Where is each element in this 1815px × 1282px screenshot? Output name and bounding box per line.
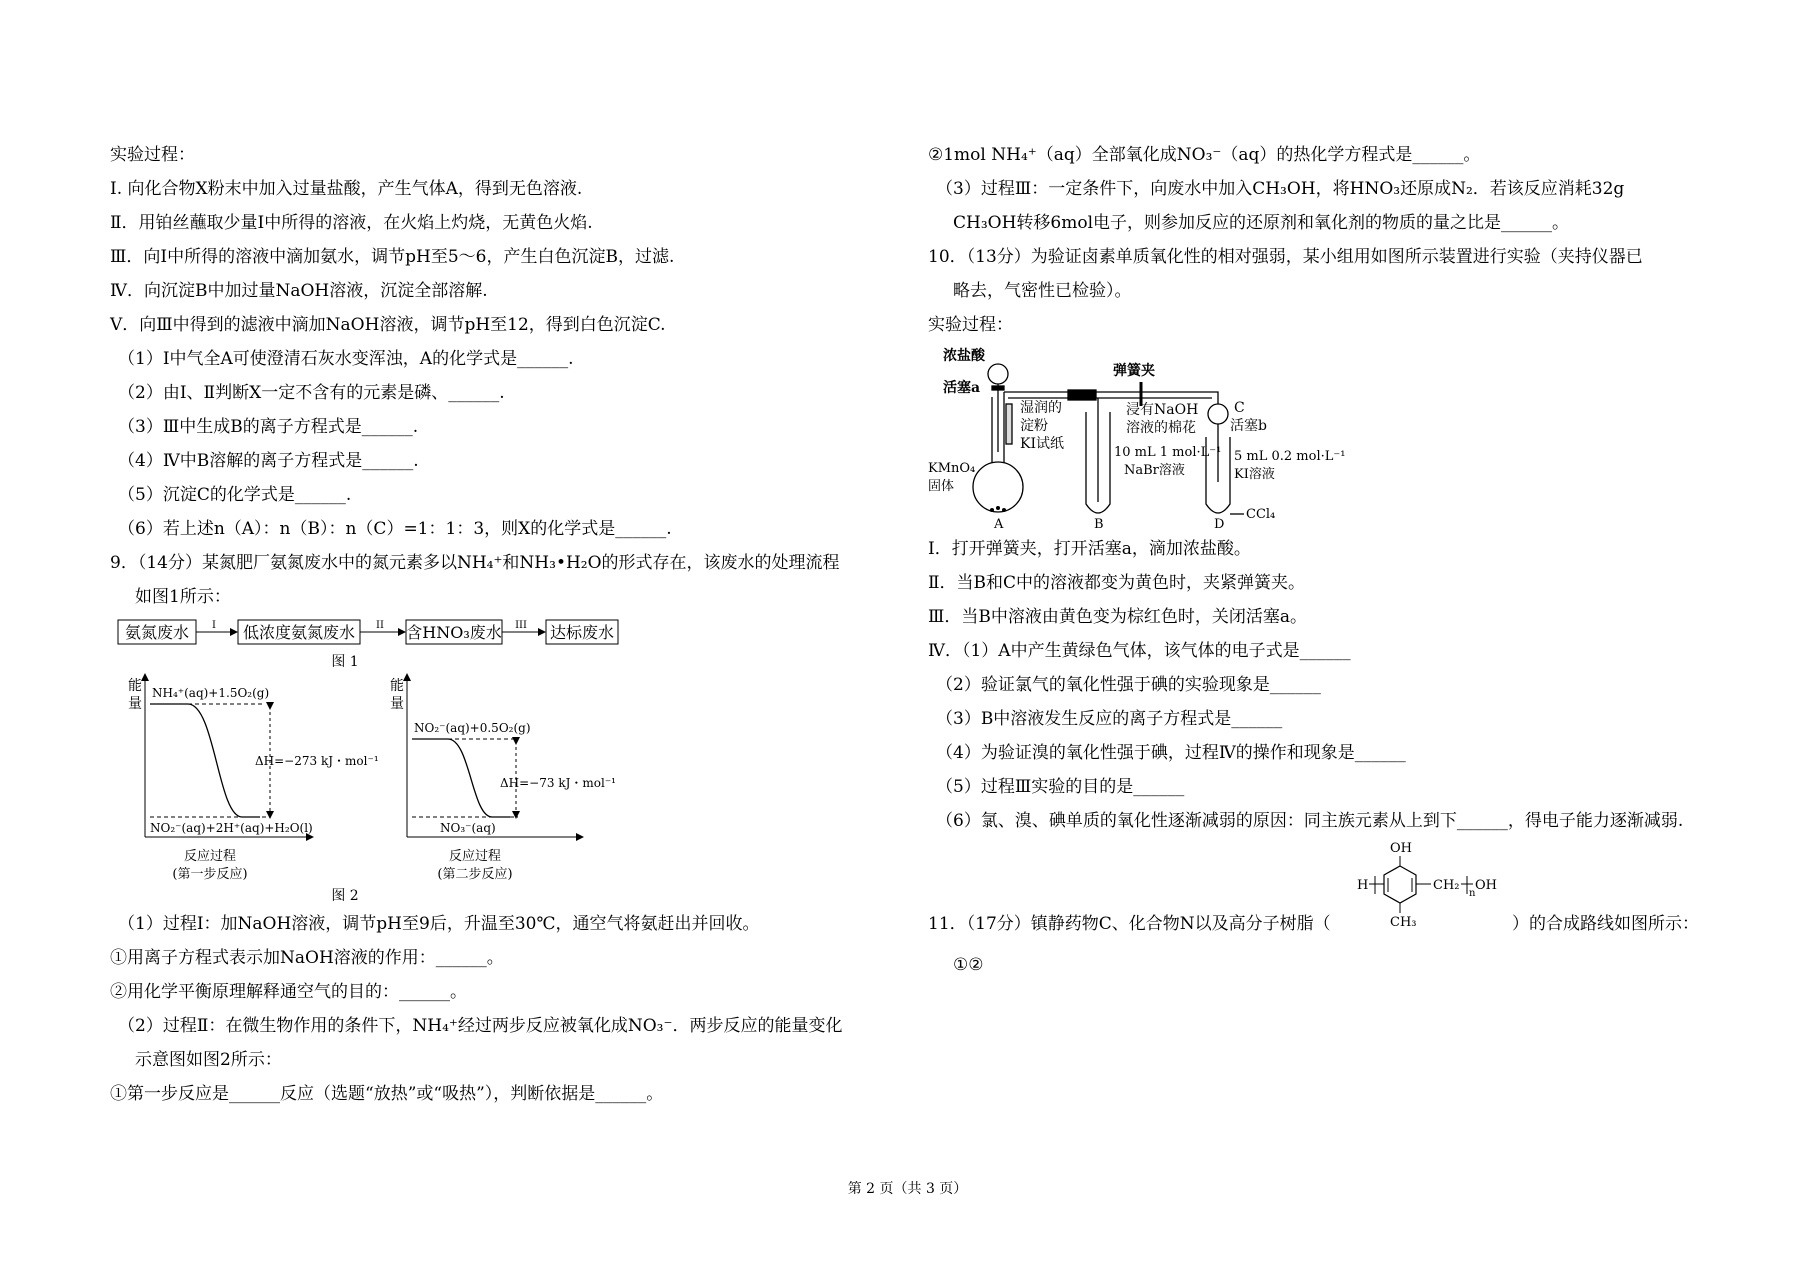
polymer-h: H — [1357, 878, 1369, 893]
flow-box-1-label: 氨氮废水 — [124, 623, 190, 642]
q10-step-4: Ⅳ．（1）A中产生黄绿色气体，该气体的电子式是______ — [928, 641, 1351, 661]
flow-box-2-label: 低浓度氨氮废水 — [242, 623, 356, 642]
polymer-oh-end: OH — [1475, 878, 1497, 893]
chart2-dh-label: ΔH=−73 kJ・mol⁻¹ — [500, 776, 616, 790]
label-spring: 弹簧夹 — [1113, 363, 1155, 379]
label-naoh-1: 浸有NaOH — [1126, 402, 1199, 418]
label-valve-a: 活塞a — [943, 380, 981, 396]
figure-2-caption: 图 2 — [331, 888, 359, 904]
figure-1-caption: 图 1 — [331, 654, 359, 670]
question-1: （1）I中气全A可使澄清石灰水变浑浊，A的化学式是______. — [118, 349, 574, 369]
chart1-ylabel-1: 能 — [128, 678, 142, 694]
flask-a — [973, 462, 1023, 512]
chart1-top-label: NH₄⁺(aq)+1.5O₂(g) — [152, 686, 270, 700]
dropping-funnel — [988, 364, 1008, 384]
right-line-3: CH₃OH转移6mol电子，则参加反应的还原剂和氧化剂的物质的量之比是______。 — [953, 213, 1570, 233]
question-2: （2）由I、Ⅱ判断X一定不含有的元素是磷、______. — [118, 383, 505, 403]
flow-arrow-2-label: II — [376, 620, 384, 631]
bulb-c — [1208, 404, 1228, 424]
exp-heading: 实验过程： — [110, 145, 195, 165]
flow-box-3-label: 含HNO₃废水 — [406, 623, 502, 642]
q9-part-1: （1）过程Ⅰ：加NaOH溶液，调节pH至9后，升温至30℃，通空气将氨赶出并回收。 — [118, 914, 760, 934]
flow-arrow-3-label: III — [515, 620, 527, 631]
chart2-xlabel: 反应过程 — [448, 849, 502, 864]
step-4: Ⅳ．向沉淀B中加过量NaOH溶液，沉淀全部溶解. — [110, 281, 488, 301]
apparatus-drawing — [928, 342, 1348, 532]
label-ki-paper-2: 淀粉 — [1020, 418, 1048, 434]
page-footer: 第 2 页（共 3 页） — [847, 1181, 968, 1197]
label-naoh-2: 溶液的棉花 — [1126, 420, 1196, 436]
polymer-n: n — [1469, 888, 1476, 899]
question-5: （5）沉淀C的化学式是______. — [118, 485, 352, 505]
q11-text-b: ）的合成路线如图所示： — [1512, 914, 1699, 934]
polymer-ch2: CH₂ — [1433, 878, 1460, 893]
q10-sub-6: （6）氯、溴、碘单质的氧化性逐渐减弱的原因：同主族元素从上到下______，得电子能力逐渐减弱. — [936, 811, 1684, 831]
step-3: Ⅲ．向I中所得的溶液中滴加氨水，调节pH至5～6，产生白色沉淀B，过滤. — [110, 247, 675, 267]
figure-2 — [110, 672, 910, 907]
chart2-curve — [412, 739, 510, 817]
figure-1 — [110, 614, 910, 672]
label-kmno4-2: 固体 — [928, 479, 955, 494]
right-column — [928, 138, 1728, 982]
valve-a-mark — [992, 386, 1004, 390]
q10-step-3: Ⅲ．当B中溶液由黄色变为棕红色时，关闭活塞a。 — [928, 607, 1308, 627]
q10-line-2: 略去，气密性已检验）。 — [953, 281, 1132, 301]
chart1-ylabel-2: 量 — [128, 696, 142, 712]
chart1-curve — [150, 704, 260, 817]
step-1: I. 向化合物X粉末中加入过量盐酸，产生气体A，得到无色溶液. — [110, 179, 583, 199]
q10-exp-heading: 实验过程： — [928, 315, 1013, 335]
step-5: Ⅴ．向Ⅲ中得到的滤液中滴加NaOH溶液，调节pH至12，得到白色沉淀C. — [110, 315, 666, 335]
label-ki-1: 5 mL 0.2 mol·L⁻¹ — [1234, 449, 1346, 464]
polymer-structure — [928, 838, 1728, 948]
label-ki-2: KI溶液 — [1234, 467, 1275, 482]
q10-sub-3: （3）B中溶液发生反应的离子方程式是______ — [936, 709, 1283, 729]
right-line-2: （3）过程Ⅲ：一定条件下，向废水中加入CH₃OH，将HNO₃还原成N₂．若该反应消耗32g — [936, 179, 1625, 199]
label-nabr-2: NaBr溶液 — [1124, 463, 1185, 478]
step-2: Ⅱ．用铂丝蘸取少量I中所得的溶液，在火焰上灼烧，无黄色火焰. — [110, 213, 593, 233]
label-a: A — [994, 517, 1004, 532]
q10-sub-5: （5）过程Ⅲ实验的目的是______ — [936, 777, 1185, 797]
polymer-oh-top: OH — [1390, 841, 1412, 856]
question-4: （4）Ⅳ中B溶解的离子方程式是______. — [118, 451, 419, 471]
q9-part-6: ①第一步反应是______反应（选题“放热”或“吸热”），判断依据是______。 — [110, 1084, 664, 1104]
label-kmno4-1: KMnO₄ — [928, 461, 976, 476]
label-ccl4: CCl₄ — [1246, 507, 1276, 522]
energy-diagrams — [110, 672, 670, 907]
q10-step-2: Ⅱ．当B和C中的溶液都变为黄色时，夹紧弹簧夹。 — [928, 573, 1306, 593]
q11-text-c: ①② — [953, 955, 984, 975]
label-d: D — [1214, 517, 1225, 532]
q10-step-1: Ⅰ．打开弹簧夹，打开活塞a，滴加浓盐酸。 — [928, 539, 1251, 559]
q10-sub-4: （4）为验证溴的氧化性强于碘，过程Ⅳ的操作和现象是______ — [936, 743, 1406, 763]
flow-diagram — [110, 614, 650, 672]
label-nabr-1: 10 mL 1 mol·L⁻¹ — [1114, 445, 1222, 460]
benzene-ring — [1384, 866, 1416, 903]
chart1-sub: (第一步反应) — [172, 867, 248, 882]
q9-part-2: ①用离子方程式表示加NaOH溶液的作用：______。 — [110, 948, 504, 968]
energy-chart-2 — [390, 677, 616, 882]
label-ki-paper-1: 湿润的 — [1020, 400, 1062, 416]
label-b: B — [1094, 517, 1104, 532]
q9-part-5: 示意图如图2所示： — [135, 1050, 282, 1070]
q11-block — [928, 838, 1728, 948]
chart1-dh-label: ΔH=−273 kJ・mol⁻¹ — [255, 754, 379, 768]
polymer-ch3: CH₃ — [1390, 915, 1417, 930]
q11-text-a: 11．（17分）镇静药物C、化合物N以及高分子树脂（ — [928, 914, 1331, 934]
flow-arrow-1-label: I — [212, 620, 216, 631]
chart2-sub: (第二步反应) — [437, 867, 513, 882]
q9-part-4: （2）过程Ⅱ：在微生物作用的条件下，NH₄⁺经过两步反应被氧化成NO₃⁻．两步反应的能量变化 — [118, 1016, 843, 1036]
q9-line1: 9．（14分）某氮肥厂氨氮废水中的氮元素多以NH₄⁺和NH₃•H₂O的形式存在，该废水的处理流程 — [110, 553, 840, 573]
label-acid: 浓盐酸 — [943, 348, 985, 364]
energy-chart-1 — [128, 677, 379, 882]
chart2-top-label: NO₂⁻(aq)+0.5O₂(g) — [414, 721, 531, 735]
q9-line2: 如图1所示： — [135, 587, 231, 607]
chart1-xlabel: 反应过程 — [183, 849, 237, 864]
rubber-connector — [1068, 390, 1096, 400]
question-3: （3）Ⅲ中生成B的离子方程式是______. — [118, 417, 419, 437]
label-valve-b: 活塞b — [1230, 418, 1267, 434]
label-c: C — [1234, 400, 1245, 416]
chart1-bottom-label: NO₂⁻(aq)+2H⁺(aq)+H₂O(l) — [150, 821, 313, 835]
question-6: （6）若上述n（A）：n（B）：n（C）=1：1：3，则X的化学式是______. — [118, 519, 672, 539]
chart2-ylabel-2: 量 — [390, 696, 404, 712]
right-line-1: ②1mol NH₄⁺（aq）全部氧化成NO₃⁻（aq）的热化学方程式是______。 — [928, 145, 1481, 165]
q9-part-3: ②用化学平衡原理解释通空气的目的：______。 — [110, 982, 467, 1002]
flow-box-4-label: 达标废水 — [549, 623, 615, 642]
left-column — [110, 138, 910, 1111]
q10-line-1: 10．（13分）为验证卤素单质氧化性的相对强弱，某小组用如图所示装置进行实验（夹持仪器已 — [928, 247, 1643, 267]
chart2-ylabel-1: 能 — [390, 678, 404, 694]
apparatus-figure — [928, 342, 1728, 532]
label-ki-paper-3: KI试纸 — [1020, 436, 1064, 452]
q10-sub-2: （2）验证氯气的氧化性强于碘的实验现象是______ — [936, 675, 1321, 695]
chart2-bottom-label: NO₃⁻(aq) — [440, 821, 496, 835]
